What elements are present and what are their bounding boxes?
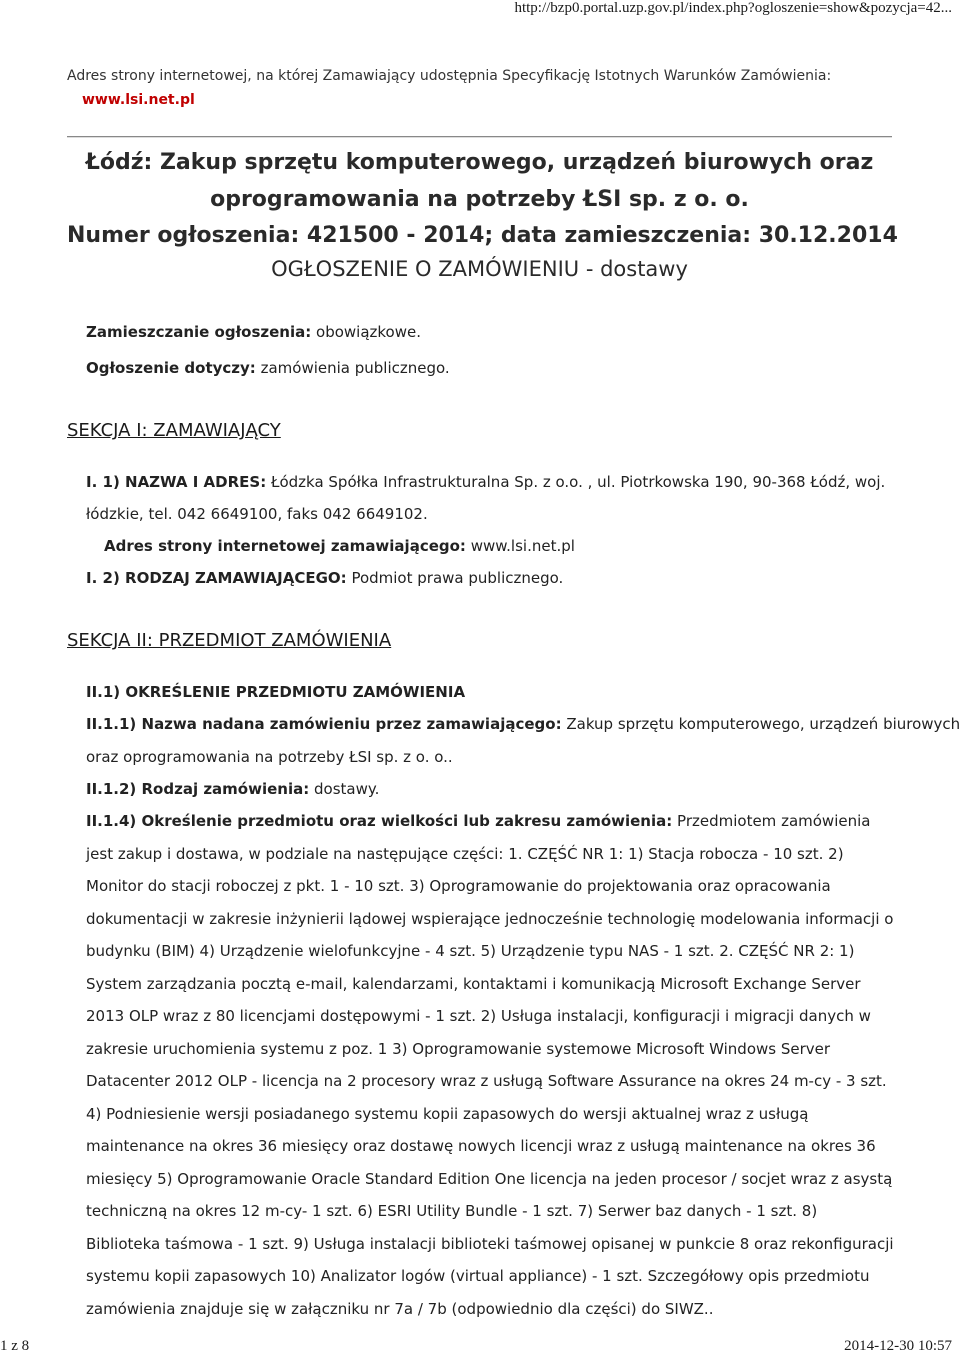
concerns-label: Ogłoszenie dotyczy: bbox=[86, 359, 256, 377]
siwz-intro-text: Adres strony internetowej, na której Zamawiający udostępnia Specyfikację Istotnych Warunków Zamówienia: bbox=[67, 68, 832, 84]
placement-label: Zamieszczanie ogłoszenia: bbox=[86, 323, 312, 341]
order-name-value-cont: oraz oprogramowania na potrzeby ŁSI sp. z o. o.. bbox=[86, 748, 453, 766]
subsection-heading: II.1) OKREŚLENIE PRZEDMIOTU ZAMÓWIENIA bbox=[86, 683, 466, 701]
contracting-type-label: I. 2) RODZAJ ZAMAWIAJĄCEGO: bbox=[86, 569, 347, 587]
placement-value: obowiązkowe. bbox=[316, 323, 422, 341]
section-1-heading: SEKCJA I: ZAMAWIAJĄCY bbox=[67, 420, 281, 441]
order-description-label: II.1.4) Określenie przedmiotu oraz wielkości lub zakresu zamówienia: bbox=[86, 812, 673, 830]
order-kind-row bbox=[86, 780, 379, 798]
notice-subtitle: OGŁOSZENIE O ZAMÓWIENIU - dostawy bbox=[271, 257, 688, 281]
order-kind-label: II.1.2) Rodzaj zamówienia: bbox=[86, 780, 310, 798]
contracting-www-value[interactable]: www.lsi.net.pl bbox=[470, 537, 575, 555]
order-name-label: II.1.1) Nazwa nadana zamówieniu przez zamawiającego: bbox=[86, 715, 562, 733]
section-2-heading: SEKCJA II: PRZEDMIOT ZAMÓWIENIA bbox=[67, 630, 392, 651]
placement-row bbox=[86, 323, 421, 341]
horizontal-divider bbox=[67, 136, 892, 138]
contracting-www-row bbox=[104, 537, 575, 555]
page-counter: 1 z 8 bbox=[0, 1338, 30, 1354]
contracting-name-value: Łódzka Spółka Infrastrukturalna Sp. z o.o. , ul. Piotrkowska 190, 90-368 Łódź, woj. bbox=[271, 473, 886, 491]
title-line-2: oprogramowania na potrzeby ŁSI sp. z o. o. bbox=[210, 187, 749, 212]
siwz-link[interactable]: www.lsi.net.pl bbox=[82, 92, 195, 108]
contracting-name-row bbox=[86, 473, 885, 491]
order-name-value: Zakup sprzętu komputerowego, urządzeń biurowych bbox=[566, 715, 960, 733]
contracting-type-value: Podmiot prawa publicznego. bbox=[351, 569, 564, 587]
order-name-row bbox=[86, 715, 960, 733]
contracting-name-label: I. 1) NAZWA I ADRES: bbox=[86, 473, 267, 491]
order-description-value: Przedmiotem zamówienia jest zakup i dostawa, w podziale na następujące części: 1. CZĘŚĆ NR 1: 1) Stacja robocza - 10 szt. 2) Monitor do stacji roboczej z pkt. 1 - 10 szt. 3) Oprogramowanie do projektowania oraz opracowania dokumentacji w zakresie inżynierii lądowej wspierające jednocześnie technologię modelowania informacji o budynku (BIM) 4) Urządzenie wielofunkcyjne - 4 szt. 5) Urządzenie typu NAS - 1 szt. 2. CZĘŚĆ NR 2: 1) System zarządzania pocztą e-mail, kalendarzami, kontaktami i komunikacją Microsoft Exchange Server 2013 OLP wraz z 80 licencjami dostępowymi - 1 szt. 2) Usługa instalacji, konfiguracji i migracji danych w zakresie uruchomienia systemu z poz. 1 3) Oprogramowanie systemowe Microsoft Windows Server Datacenter 2012 OLP - licencja na 2 procesory wraz z usługą Software Assurance na okres 24 m-cy - 3 szt. 4) Podniesienie wersji posiadanego systemu kopii zapasowych do wersji aktualnej wraz z usługą maintenance na okres 36 miesięcy oraz dostawę nowych licencji wraz z usługą maintenance na okres 36 miesięcy 5) Oprogramowanie Oracle Standard Edition One licencja na jeden procesor / socjet wraz z asystą techniczną na okres 12 m-cy- 1 szt. 6) ESRI Utility Bundle - 1 szt. 7) Serwer baz danych - 1 szt. 8) Biblioteka taśmowa - 1 szt. 9) Usługa instalacji biblioteki taśmowej opisanej w punkcie 8 oraz rekonfiguracji systemu kopii zapasowych 10) Analizator logów (virtual appliance) - 1 szt. Szczegółowy opis przedmiotu zamówienia znajduje się w załączniku nr 7a / 7b (odpowiednio dla części) do SIWZ.. bbox=[86, 812, 894, 1318]
concerns-row bbox=[86, 359, 450, 377]
concerns-value: zamówienia publicznego. bbox=[260, 359, 450, 377]
page-url: http://bzp0.portal.uzp.gov.pl/index.php?ogloszenie=show&pozycja=42... bbox=[514, 0, 952, 16]
notice-number-line: Numer ogłoszenia: 421500 - 2014; data zamieszczenia: 30.12.2014 bbox=[67, 223, 898, 248]
contracting-contact: łódzkie, tel. 042 6649100, faks 042 6649102. bbox=[86, 505, 428, 523]
print-datetime: 2014-12-30 10:57 bbox=[844, 1338, 952, 1354]
order-kind-value: dostawy. bbox=[314, 780, 380, 798]
contracting-type-row bbox=[86, 569, 563, 587]
title-line-1: Łódź: Zakup sprzętu komputerowego, urządzeń biurowych oraz bbox=[85, 150, 874, 175]
order-description bbox=[86, 805, 896, 1325]
contracting-www-label: Adres strony internetowej zamawiającego: bbox=[104, 537, 466, 555]
